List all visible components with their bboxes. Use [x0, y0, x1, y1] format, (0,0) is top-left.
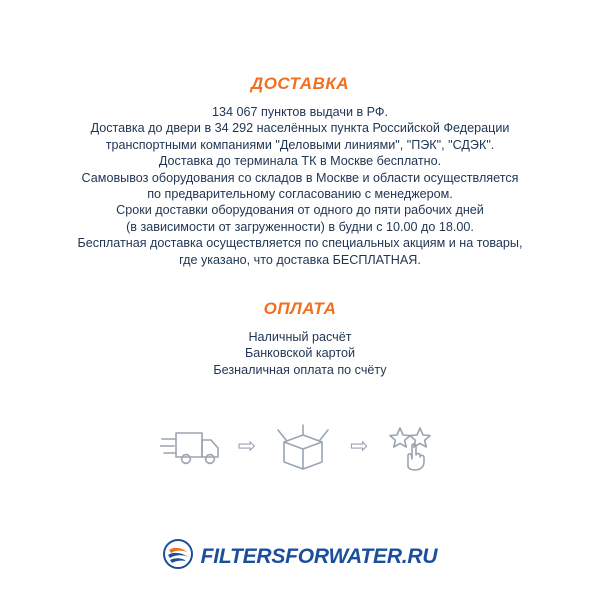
process-icon-row	[160, 422, 441, 472]
payment-heading: ОПЛАТА	[263, 299, 337, 319]
arrow-right-icon: ⇨	[350, 434, 369, 460]
delivery-line: Доставка до двери в 34 292 населённых пункта Российской Федерации	[90, 121, 510, 136]
delivery-text-block	[20, 104, 580, 268]
arrow-right-icon: ⇨	[237, 434, 256, 460]
open-box-icon	[272, 422, 334, 472]
water-swirl-logo-icon	[163, 539, 193, 574]
delivery-line: Бесплатная доставка осуществляется по специальных акциям и на товары,	[77, 236, 523, 251]
payment-method-item: Банковской картой	[244, 346, 356, 361]
payment-methods-list	[213, 329, 386, 378]
rating-stars-hand-icon	[384, 422, 440, 472]
delivery-line: транспортными компаниями "Деловыми линиями", "ПЭК", "СДЭК".	[105, 137, 495, 152]
delivery-line: где указано, что доставка БЕСПЛАТНАЯ.	[179, 252, 421, 267]
delivery-line: 134 067 пунктов выдачи в РФ.	[212, 105, 388, 119]
brand-name: FILTERSFORWATER.RU	[200, 544, 438, 568]
delivery-line: Доставка до терминала ТК в Москве бесплатно.	[158, 154, 442, 169]
payment-method-item: Безналичная оплата по счёту	[213, 362, 387, 377]
delivery-heading: ДОСТАВКА	[250, 74, 350, 93]
delivery-truck-icon	[160, 425, 222, 469]
delivery-line: Самовывоз оборудования со складов в Москве и области осуществляется	[81, 170, 519, 185]
payment-method-item: Наличный расчёт	[248, 330, 352, 345]
delivery-line: Сроки доставки оборудования от одного до пяти рабочих дней	[116, 203, 484, 218]
delivery-line: по предварительному согласованию с менеджером.	[147, 187, 453, 202]
site-footer	[0, 539, 600, 574]
delivery-line: (в зависимости от загруженности) в будни с 10.00 до 18.00.	[126, 219, 474, 234]
